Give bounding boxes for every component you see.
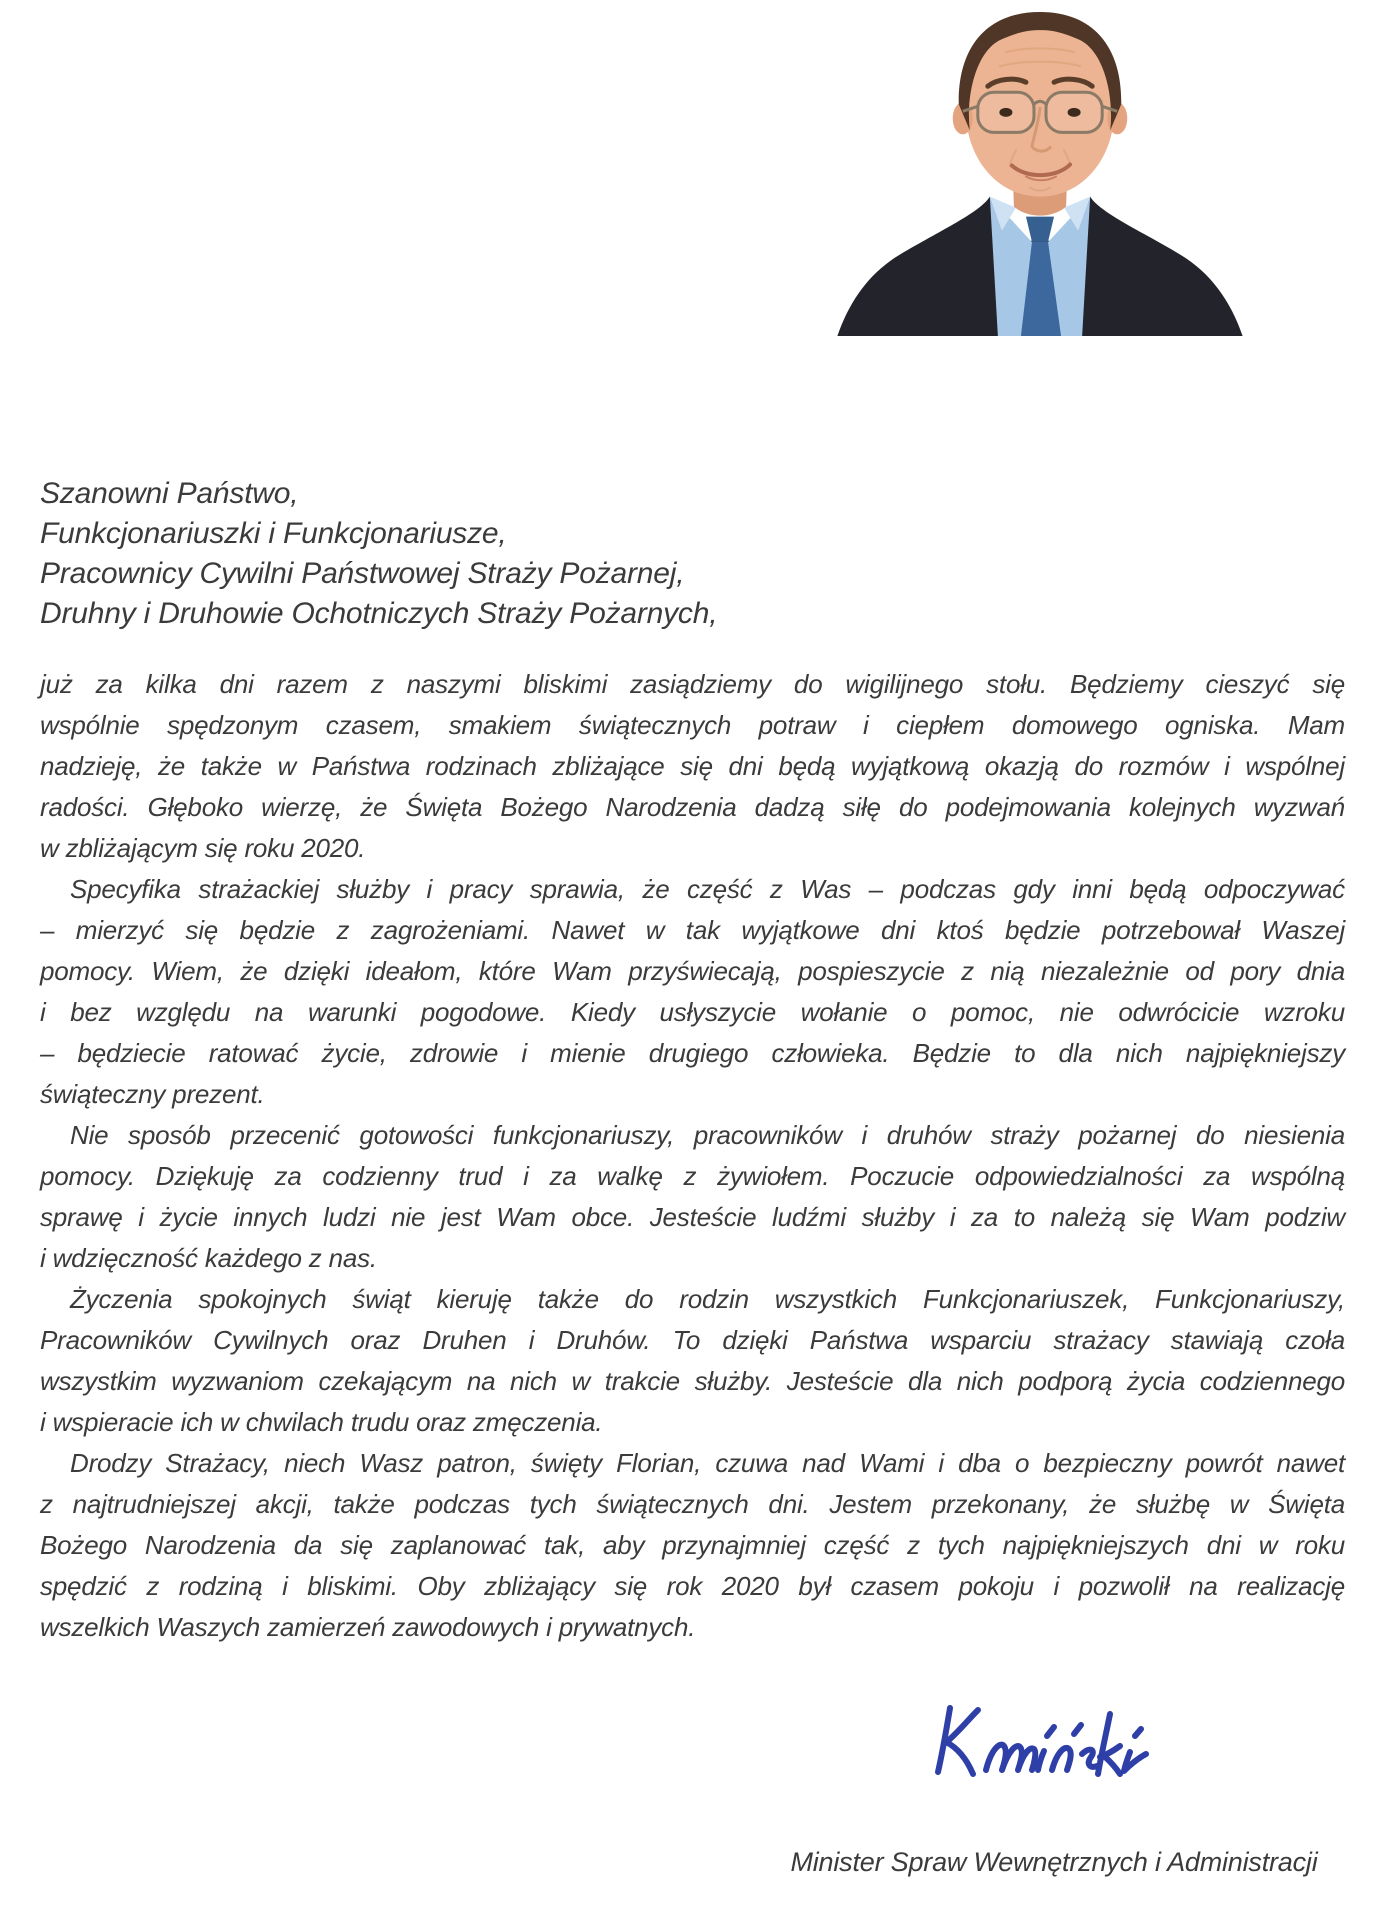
body-line: sprawę i życie innych ludzi nie jest Wam obce. Jesteście ludźmi służby i za to należą się Wam podziw (40, 1202, 1345, 1232)
body-line: wspólnie spędzonym czasem, smakiem świątecznych potraw i ciepłem domowego ogniska. Mam (40, 710, 1345, 740)
salutation-line: Pracownicy Cywilni Państwowej Straży Pożarnej, (40, 557, 685, 590)
body-line: i wdzięczność każdego z nas. (40, 1243, 377, 1273)
body-line: nadzieję, że także w Państwa rodzinach zbliżające się dni będą wyjątkową okazją do rozmów i wspólnej (40, 751, 1345, 781)
body-line: Bożego Narodzenia da się zaplanować tak, aby przynajmniej część z tych najpiękniejszych dni w roku (40, 1530, 1345, 1560)
signature-image (920, 1694, 1220, 1794)
body-line: i wspieracie ich w chwilach trudu oraz zmęczenia. (40, 1407, 603, 1437)
salutation-line: Szanowni Państwo, (40, 477, 299, 510)
body-line: i bez względu na warunki pogodowe. Kiedy usłyszycie wołanie o pomoc, nie odwrócicie wzroku (40, 997, 1345, 1027)
body-line: pomocy. Wiem, że dzięki ideałom, które Wam przyświecają, pospieszycie z nią niezależnie od pory dnia (40, 956, 1345, 986)
salutation-line: Druhny i Druhowie Ochotniczych Straży Pożarnych, (40, 597, 718, 630)
salutation (40, 474, 940, 634)
signature-caption: Minister Spraw Wewnętrznych i Administracji (790, 1847, 1318, 1877)
body-line: wszelkich Waszych zamierzeń zawodowych i prywatnych. (40, 1612, 696, 1642)
body-line: z najtrudniejszej akcji, także podczas tych świątecznych dni. Jestem przekonany, że służbę w Święta (40, 1489, 1345, 1519)
letter-body (40, 664, 1345, 1648)
body-line: już za kilka dni razem z naszymi bliskimi zasiądziemy do wigilijnego stołu. Będziemy cieszyć się (40, 669, 1345, 699)
body-line: pomocy. Dziękuję za codzienny trud i za walkę z żywiołem. Poczucie odpowiedzialności za wspólną (40, 1161, 1345, 1191)
minister-portrait-photo (828, 0, 1252, 336)
body-line: świąteczny prezent. (40, 1079, 265, 1109)
body-line: w zbliżającym się roku 2020. (40, 833, 366, 863)
body-line: Specyfika strażackiej służby i pracy sprawia, że część z Was – podczas gdy inni będą odpoczywać (70, 874, 1345, 904)
salutation-line: Funkcjonariuszki i Funkcjonariusze, (40, 517, 507, 550)
body-line: Życzenia spokojnych świąt kieruję także do rodzin wszystkich Funkcjonariuszek, Funkcjonariuszy, (70, 1284, 1345, 1314)
body-line: wszystkim wyzwaniom czekającym na nich w trakcie służby. Jesteście dla nich podporą życia codziennego (40, 1366, 1345, 1396)
body-line: radości. Głęboko wierzę, że Święta Bożego Narodzenia dadzą siłę do podejmowania kolejnych wyzwań (40, 792, 1345, 822)
body-line: Pracowników Cywilnych oraz Druhen i Druhów. To dzięki Państwa wsparciu strażacy stawiają czoła (40, 1325, 1345, 1355)
body-line: Drodzy Strażacy, niech Wasz patron, święty Florian, czuwa nad Wami i dba o bezpieczny powrót nawet (70, 1448, 1345, 1478)
body-line: spędzić z rodziną i bliskimi. Oby zbliżający się rok 2020 był czasem pokoju i pozwolił na realizację (40, 1571, 1345, 1601)
body-line: – będziecie ratować życie, zdrowie i mienie drugiego człowieka. Będzie to dla nich najpiękniejszy (40, 1038, 1345, 1068)
body-line: – mierzyć się będzie z zagrożeniami. Nawet w tak wyjątkowe dni ktoś będzie potrzebował Waszej (40, 915, 1345, 945)
body-line: Nie sposób przecenić gotowości funkcjonariuszy, pracowników i druhów straży pożarnej do niesienia (70, 1120, 1345, 1150)
